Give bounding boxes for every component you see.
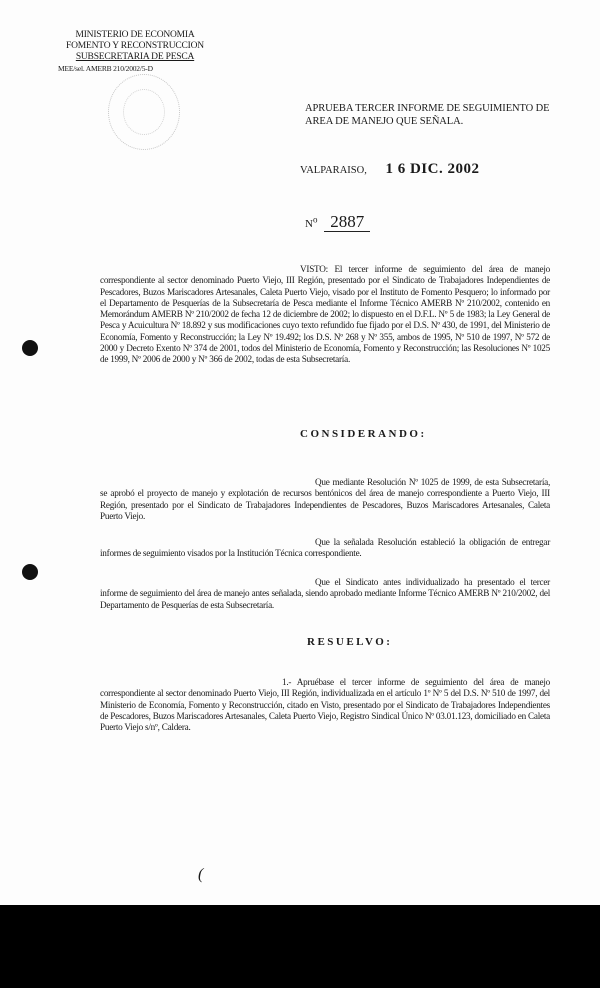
place: VALPARAISO,	[300, 165, 367, 176]
header-line-subsecretaria: SUBSECRETARIA DE PESCA	[75, 52, 195, 62]
header-line-fomento: FOMENTO Y RECONSTRUCCION	[66, 41, 204, 51]
document-subject: APRUEBA TERCER INFORME DE SEGUIMIENTO DE AREA DE MANEJO QUE SEÑALA.	[305, 103, 550, 127]
header-reference: MEE/sel. AMERB 210/2002/5-D	[58, 64, 153, 73]
header-line-ministry: MINISTERIO DE ECONOMIA	[75, 30, 195, 40]
resuelvo-heading: RESUELVO:	[307, 636, 393, 648]
ministry-header	[55, 30, 215, 74]
handwritten-mark: (	[198, 866, 204, 883]
considerando-paragraph-1: Que mediante Resolución Nº 1025 de 1999, de esta Subsecretaría, se aprobó el proyecto de manejo y explotación de recursos bentónicos del área de manejo correspondiente a Puerto Viejo, III Región, presentado por el Sindicato de Trabajadores Independientes de Pescadores, Buzos Mariscadores Artesanales, Caleta Puerto Viejo.	[100, 477, 550, 521]
number-prefix: N	[305, 218, 313, 230]
date-stamp: 1 6 DIC. 2002	[385, 161, 480, 177]
number-value: 2887	[324, 212, 370, 232]
place-date-line	[300, 161, 479, 178]
visto-paragraph: VISTO: El tercer informe de seguimiento del área de manejo correspondiente al sector denominado Puerto Viejo, III Región, presentado por el Sindicato de Trabajadores Independientes de Pescadores, Buzos Mariscadores Artesanales, Caleta Puerto Viejo, visado por el Instituto de Fomento Pesquero; lo informado por el Departamento de Pesquerías de la Subsecretaría de Pesca mediante el Informe Técnico AMERB Nº 210/2002, contenido en Memorándum AMERB Nº 210/2002 de fecha 12 de diciembre de 2002; lo dispuesto en el D.F.L. Nº 5 de 1983; la Ley General de Pesca y Acuicultura Nº 18.892 y sus modificaciones cuyo texto refundido fue fijado por el D.S. Nº 430, de 1991, del Ministerio de Economía, Fomento y Reconstrucción; la Ley Nº 19.492; los D.S. Nº 268 y Nº 355, ambos de 1995, Nº 510 de 1997, Nº 572 de 2000 y Decreto Exento Nº 374 de 2001, todos del Ministerio de Economía, Fomento y Reconstrucción; las Resoluciones Nº 1025 de 1999, Nº 2006 de 2000 y Nº 366 de 2002, todas de esta Subsecretaría.	[100, 264, 550, 365]
punch-hole-bottom	[22, 564, 38, 580]
scan-border	[0, 905, 600, 988]
considerando-paragraph-3: Que el Sindicato antes individualizado ha presentado el tercer informe de seguimiento del área de manejo antes señalada, siendo aprobado mediante Informe Técnico AMERB Nº 210/2002, del Departamento de Pesquerías de esta Subsecretaría.	[100, 577, 550, 610]
resolution-number	[305, 212, 370, 232]
number-prefix-sup: o	[312, 214, 318, 225]
considerando-heading: CONSIDERANDO:	[300, 428, 427, 440]
official-seal-stamp	[108, 74, 180, 150]
considerando-paragraph-2: Que la señalada Resolución estableció la obligación de entregar informes de seguimiento visados por la Institución Técnica correspondiente.	[100, 537, 550, 559]
punch-hole-top	[22, 340, 38, 356]
resuelvo-paragraph: 1.- Apruébase el tercer informe de seguimiento del área de manejo correspondiente al sector denominado Puerto Viejo, III Región, individualizada en el artículo 1º Nº 5 del D.S. Nº 510 de 1997, del Ministerio de Economía, Fomento y Reconstrucción, citado en Visto, presentado por el Sindicato de Trabajadores Independientes de Pescadores, Buzos Mariscadores Artesanales, Caleta Puerto Viejo, Registro Sindical Único Nº 03.01.123, domiciliado en Caleta Puerto Viejo s/nº, Caldera.	[100, 677, 550, 733]
